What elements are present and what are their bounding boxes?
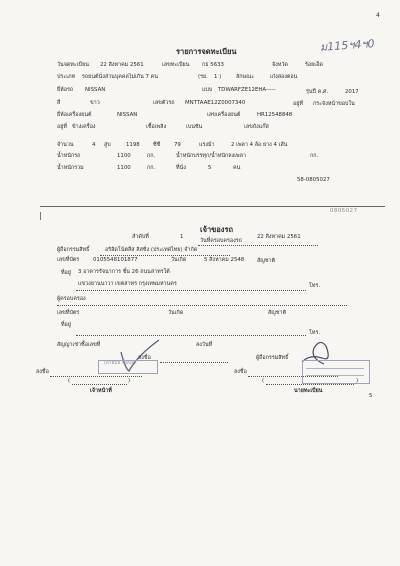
cylinder-value: 4 bbox=[92, 142, 96, 148]
year-value: 2017 bbox=[345, 89, 359, 95]
chassis-loc-value: กระจังหน้าขอบใน bbox=[313, 101, 355, 107]
fuel-label: เชื้อเพลิง bbox=[146, 124, 167, 130]
signature-note: (ลายมือ ชื่อบิล) bbox=[104, 361, 136, 366]
signer-right-label: ลงชื่อ bbox=[234, 369, 247, 375]
code-value: 1 ) bbox=[214, 74, 222, 80]
right-paren-open: ( bbox=[262, 378, 265, 384]
owner-title: เจ้าของรถ bbox=[200, 225, 234, 234]
total-weight-value: 1100 bbox=[117, 165, 131, 171]
chassis-value: MNTTAAE12Z0007340 bbox=[185, 100, 246, 106]
chassis-loc-label: อยู่ที่ bbox=[293, 101, 303, 107]
left-paren-open: ( bbox=[68, 378, 71, 384]
right-name-line bbox=[266, 384, 354, 385]
type-label: ประเภท bbox=[57, 74, 76, 80]
code-label: (รย. bbox=[198, 74, 208, 80]
reg-date-label: วันจดทะเบียน bbox=[57, 62, 89, 68]
right-paren-close: ) bbox=[356, 378, 359, 384]
seq-value: 1 bbox=[180, 234, 184, 240]
signer-left-label: ลงชื่อ bbox=[36, 369, 49, 375]
contract-date-label: ลงวันที่ bbox=[196, 342, 213, 348]
right-stamp-box bbox=[302, 360, 370, 384]
holder-label: ผู้ถือกรรมสิทธิ์ bbox=[57, 247, 90, 253]
possessor-label: ผู้ครอบครอง bbox=[57, 296, 86, 302]
brand-value: NISSAN bbox=[85, 87, 106, 93]
plate-label: เลขทะเบียน bbox=[162, 62, 190, 68]
seq-label: ลำดับที่ bbox=[132, 234, 149, 240]
tel-label: โทร. bbox=[309, 283, 321, 289]
engine-loc-value: ข้างเครื่อง bbox=[72, 124, 96, 130]
cc-unit: ซีซี bbox=[153, 142, 161, 148]
address-line bbox=[76, 290, 306, 291]
color-value: ขาว bbox=[90, 100, 100, 106]
birth-value: 5 สิงหาคม 2548 bbox=[204, 257, 245, 263]
holder-sign-label: ผู้ถือกรรมสิทธิ์ bbox=[256, 355, 289, 361]
left-stamp-box bbox=[98, 360, 158, 374]
chassis-label: เลขตัวรถ bbox=[153, 100, 175, 106]
type-value: รถยนต์นั่งส่วนบุคคลไม่เกิน 7 คน bbox=[82, 74, 158, 80]
left-sign-label: ลงชื่อ bbox=[138, 355, 151, 361]
seat-unit: คน bbox=[233, 165, 241, 171]
weight-unit: กก. bbox=[147, 153, 156, 159]
holder-value: อริฮิดโน้ตลีส ลิสซิ่ง (ประเทศไทย) จำกัด bbox=[105, 247, 198, 253]
load-label: น้ำหนักบรรทุก/น้ำหนักลงเพลา bbox=[176, 153, 246, 159]
left-sign-line bbox=[160, 362, 228, 363]
seat-label: ที่นั่ง bbox=[176, 165, 186, 171]
engine-no-label: เลขเครื่องยนต์ bbox=[207, 112, 241, 118]
cylinder-label: จำนวน bbox=[57, 142, 74, 148]
possessor-address-label: ที่อยู่ bbox=[61, 322, 71, 328]
corner-page-mark: 4 bbox=[376, 12, 380, 19]
right-stamp-line-1 bbox=[306, 368, 364, 369]
id-label: เลขที่บัตร bbox=[57, 257, 80, 263]
right-stamp-line-2 bbox=[306, 375, 364, 376]
engine-brand-value: NISSAN bbox=[117, 112, 138, 118]
engine-brand-label: ยี่ห้อเครื่องยนต์ bbox=[57, 112, 92, 118]
model-label: แบบ bbox=[202, 87, 213, 93]
right-official-title: นายทะเบียน bbox=[294, 388, 323, 394]
possessor-tel-label: โทร. bbox=[309, 330, 321, 336]
weight-value: 1100 bbox=[117, 153, 131, 159]
address-label: ที่อยู่ bbox=[61, 270, 71, 276]
left-name-line bbox=[72, 384, 127, 385]
corner-handwritten-number: ม115ฯ4ฯ0 bbox=[319, 37, 375, 54]
possession-date-label: วันที่ครอบครองรถ bbox=[200, 238, 242, 244]
weight-label: น้ำหนักรถ bbox=[57, 153, 81, 159]
style-value: เก๋งสองตอน bbox=[270, 74, 298, 80]
year-label: รุ่นปี ค.ศ. bbox=[306, 89, 329, 95]
reg-date-value: 22 สิงหาคม 2561 bbox=[100, 62, 144, 68]
engine-loc-label: อยู่ที่ bbox=[57, 124, 67, 130]
left-paren-close: ) bbox=[128, 378, 131, 384]
province-value: ร้อยเอ็ด bbox=[305, 62, 323, 68]
total-weight-unit: กก. bbox=[147, 165, 156, 171]
total-weight-label: น้ำหนักรวม bbox=[57, 165, 84, 171]
contract-label: สัญญาเช่าซื้อเลขที่ bbox=[57, 342, 101, 348]
possessor-id-label: เลขที่บัตร bbox=[57, 310, 80, 316]
hp-value: 79 bbox=[174, 142, 181, 148]
axle-value: 2 เพลา 4 ล้อ ยาง 4 เส้น bbox=[231, 142, 288, 148]
holder-line bbox=[100, 255, 230, 256]
address-line-1: 3 อาคารรัจนาการ ชั้น 26 ถนนสาทรใต้ bbox=[78, 269, 170, 275]
engine-no-value: HR12548848 bbox=[257, 112, 293, 118]
province-label: จังหวัด bbox=[272, 62, 288, 68]
birth-label: วันเกิด bbox=[171, 257, 187, 263]
seat-value: 5 bbox=[208, 165, 212, 171]
color-label: สี bbox=[57, 100, 61, 106]
document-number: 58-0805027 bbox=[297, 177, 330, 183]
page-number: 5 bbox=[369, 393, 373, 399]
possessor-address-line bbox=[76, 335, 306, 336]
hp-unit: แรงม้า bbox=[199, 142, 215, 148]
cylinder-unit: สูบ bbox=[104, 142, 111, 148]
brand-label: ยี่ห้อรถ bbox=[57, 87, 74, 93]
torn-number: 0805027 bbox=[330, 208, 358, 214]
possessor-birth-label: วันเกิด bbox=[168, 310, 184, 316]
address-line-2: แขวงยานนาวา เขตสาทร กรุงเทพมหานคร bbox=[78, 281, 177, 287]
possessor-nationality-label: สัญชาติ bbox=[268, 310, 287, 316]
possession-date-line bbox=[198, 245, 318, 246]
gas-tank-label: เลขถังแก๊ส bbox=[244, 124, 269, 130]
cc-value: 1198 bbox=[126, 142, 140, 148]
signer-left-line bbox=[50, 376, 142, 377]
document-title: รายการจดทะเบียน bbox=[176, 47, 237, 56]
load-unit: กก. bbox=[310, 153, 319, 159]
nationality-label: สัญชาติ bbox=[257, 258, 276, 264]
possessor-line bbox=[57, 305, 347, 306]
plate-value: กธ 5633 bbox=[202, 62, 224, 68]
separator-tick bbox=[40, 212, 41, 220]
model-value: TDWARFZE12EHA----- bbox=[218, 87, 276, 93]
id-value: 0105548101877 bbox=[93, 257, 138, 263]
possession-date-value: 22 สิงหาคม 2561 bbox=[257, 234, 301, 240]
style-label: ลักษณะ bbox=[236, 74, 255, 80]
fuel-value: เบนซิน bbox=[186, 124, 203, 130]
left-official-title: เจ้าหน้าที่ bbox=[90, 388, 112, 394]
